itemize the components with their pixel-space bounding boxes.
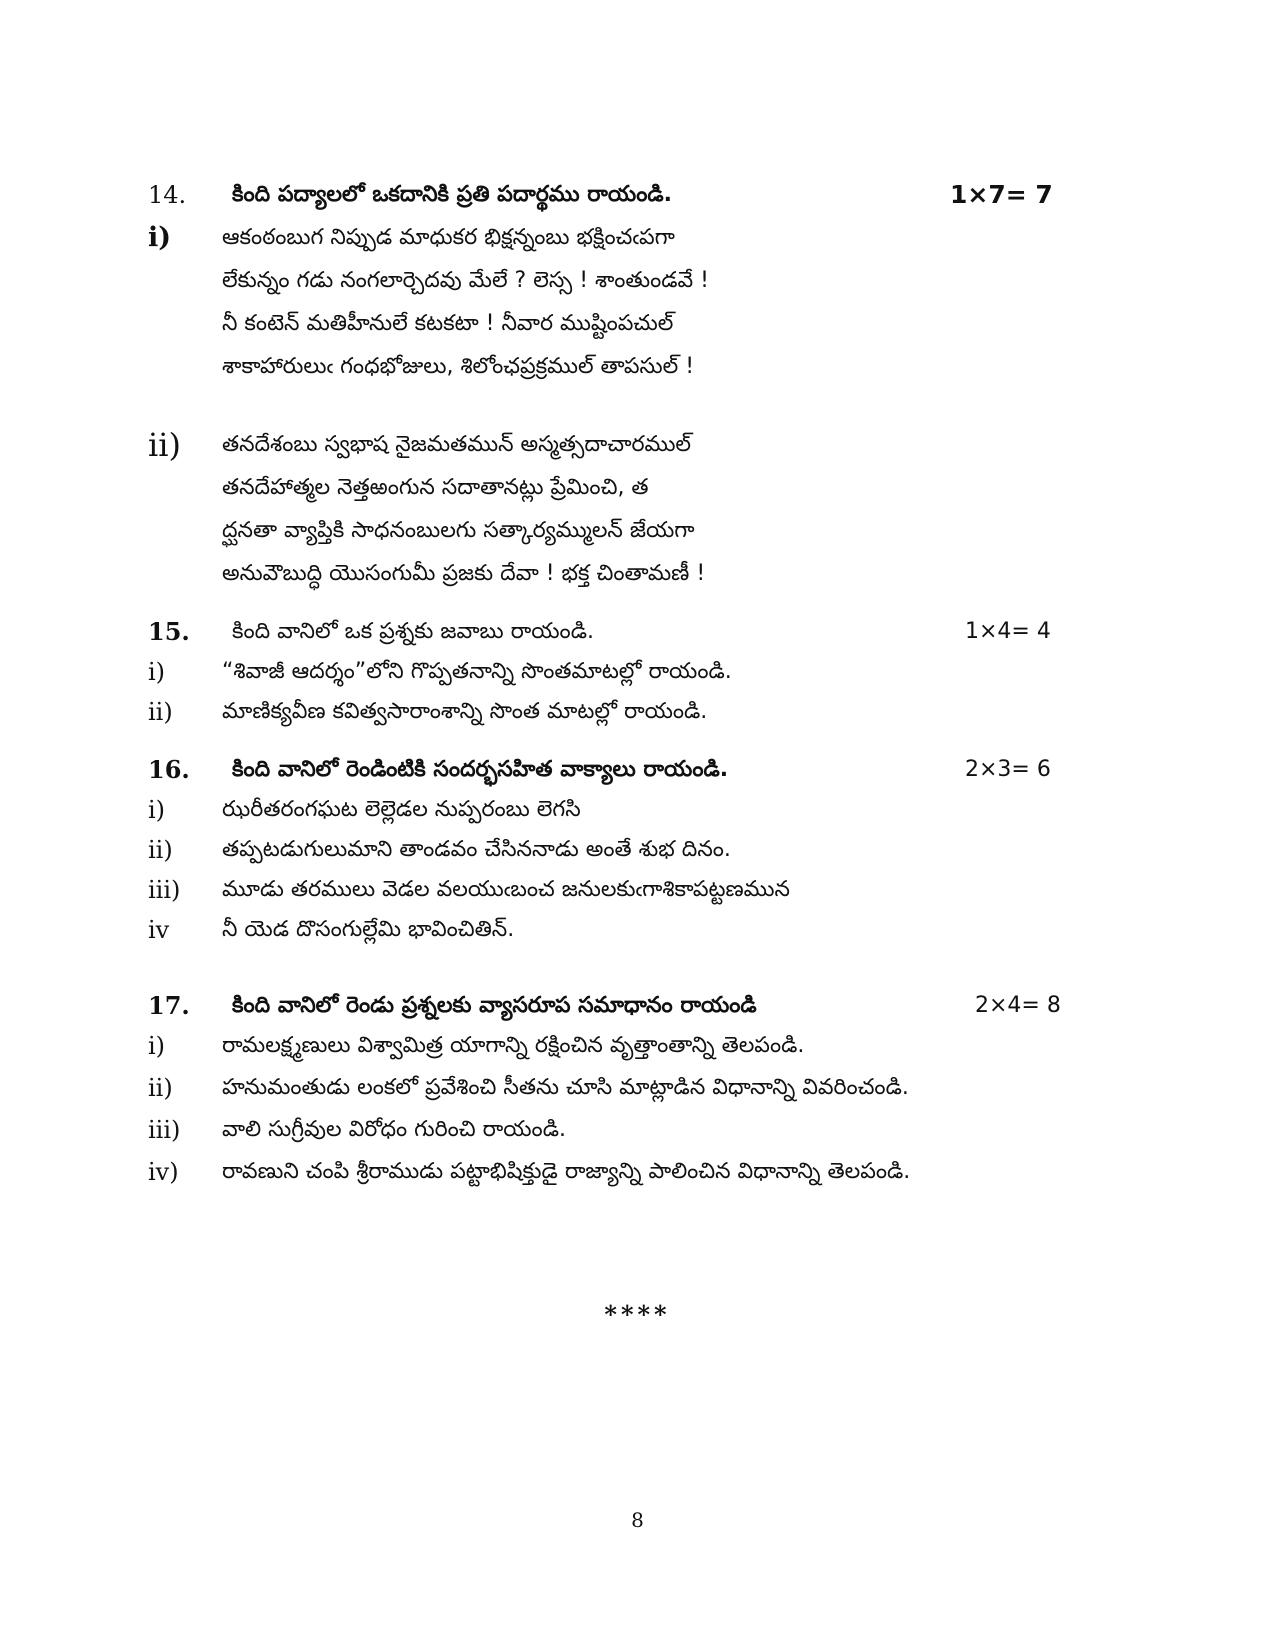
- verse-line: ద్ఘనతా వ్యాప్తికి సాధనంబులగు సత్కార్యమ్ములన్ జేయగా: [222, 518, 695, 543]
- question-17-header: [0, 986, 1275, 1026]
- item-text: రామలక్ష్మణులు విశ్వామిత్ర యాగాన్ని రక్షించిన వృత్తాంతాన్ని తెలపండి.: [222, 1033, 805, 1058]
- item-text: తప్పటడుగులుమాని తాండవం చేసిననాడు అంతే శుభ దినం.: [222, 837, 731, 862]
- list-item: [0, 910, 1275, 950]
- item-label: i): [148, 796, 166, 824]
- question-number: 14.: [148, 181, 187, 209]
- question-marks: 1×4= 4: [965, 619, 1051, 644]
- list-item: [0, 652, 1275, 692]
- verse-line: తనదేశంబు స్వభాష నైజమతమున్ అస్మత్సదాచారముల్: [222, 432, 692, 457]
- question-16-header: [0, 750, 1275, 790]
- question-heading: కింది వానిలో రెండింటికి సందర్భసహిత వాక్యాలు రాయండి.: [232, 757, 729, 782]
- verse-line: లేకున్నం గడు నంగలార్చెదవు మేలే ? లెస్స ! శాంతుండవే !: [222, 268, 709, 293]
- item-label: i): [148, 658, 166, 686]
- item-text: నీ యెడ దొసంగుల్లేమి భావించితిన్.: [222, 917, 515, 942]
- item-label: iii): [148, 876, 181, 904]
- item-text: ఝరీతరంగఘట లెల్లెడల నుప్పరంబు లెగసి: [222, 797, 581, 822]
- list-item: [0, 1110, 1275, 1150]
- question-marks: 2×3= 6: [965, 757, 1051, 782]
- item-text: వాలి సుగ్రీవుల విరోధం గురించి రాయండి.: [222, 1117, 566, 1142]
- question-15-header: [0, 612, 1275, 652]
- question-heading: కింది పద్యాలలో ఒకదానికి ప్రతి పదార్థము రాయండి.: [232, 182, 672, 207]
- end-marker: ****: [604, 1300, 671, 1329]
- list-item: [0, 870, 1275, 910]
- item-text: రావణుని చంపి శ్రీరాముడు పట్టాభిషిక్తుడై రాజ్యాన్ని పాలించిన విధానాన్ని తెలపండి.: [222, 1159, 911, 1184]
- item-label: ii): [148, 836, 173, 864]
- question-number: 15.: [148, 617, 190, 646]
- question-marks: 2×4= 8: [975, 993, 1061, 1018]
- list-item: [0, 830, 1275, 870]
- question-heading: కింది వానిలో ఒక ప్రశ్నకు జవాబు రాయండి.: [232, 619, 594, 644]
- item-text: మూడు తరములు వెడల వలయుఁబంచ జనులకుఁగాశికాపట్టణమున: [222, 877, 790, 902]
- verse-line: శాకాహారులుఁ గంధభోజులు, శిలోంఛప్రక్రముల్ తాపసుల్ !: [222, 354, 695, 379]
- option-label: ii): [148, 426, 181, 464]
- question-marks: 1×7= 7: [950, 180, 1053, 209]
- question-number: 17.: [148, 991, 190, 1020]
- question-heading: కింది వానిలో రెండు ప్రశ్నలకు వ్యాసరూప సమాధానం రాయండి: [232, 993, 757, 1018]
- verse-line: ఆకంఠంబుగ నిప్పుడ మాధుకర భిక్షన్నంబు భక్షించఁపగా: [222, 225, 675, 250]
- list-item: [0, 1026, 1275, 1066]
- list-item: [0, 1068, 1275, 1108]
- item-label: iii): [148, 1116, 181, 1144]
- option-label: i): [148, 222, 172, 253]
- list-item: [0, 692, 1275, 732]
- item-label: i): [148, 1032, 166, 1060]
- question-number: 16.: [148, 755, 190, 784]
- list-item: [0, 1152, 1275, 1192]
- item-text: “శివాజీ ఆదర్శం”లోని గొప్పతనాన్ని సొంతమాటల్లో రాయండి.: [222, 659, 732, 684]
- question-14-header: [0, 175, 1275, 215]
- item-label: iv: [148, 916, 170, 944]
- page-number: 8: [631, 1508, 644, 1532]
- list-item: [0, 790, 1275, 830]
- verse-line: తనదేహాత్మల నెత్తఱంగున సదాతానట్లు ప్రేమించి, త: [222, 475, 649, 500]
- item-text: హనుమంతుడు లంకలో ప్రవేశించి సీతను చూసి మాట్లాడిన విధానాన్ని వివరించండి.: [222, 1075, 909, 1100]
- verse-line: అనువౌబుద్ధి యొసంగుమీ ప్రజకు దేవా ! భక్త చింతామణీ !: [222, 561, 706, 586]
- item-label: ii): [148, 698, 173, 726]
- item-label: ii): [148, 1074, 173, 1102]
- item-text: మాణిక్యవీణ కవిత్వసారాంశాన్ని సొంత మాటల్లో రాయండి.: [222, 699, 708, 724]
- item-label: iv): [148, 1158, 179, 1186]
- verse-line: నీ కంటెన్ మతిహీనులే కటకటా ! నీవార ముష్టింపచుల్: [222, 311, 674, 336]
